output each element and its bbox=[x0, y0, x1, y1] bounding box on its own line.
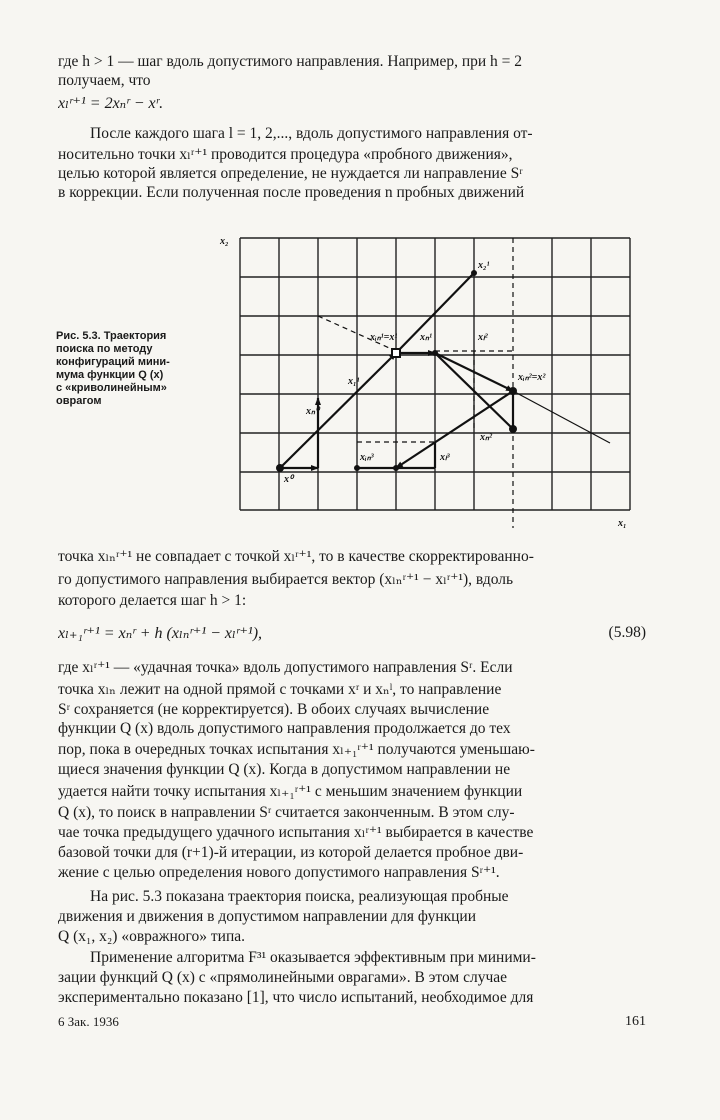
point-label: xᵢₙ³ bbox=[360, 452, 374, 463]
search-trajectory-figure bbox=[210, 228, 650, 533]
point-label: x⁰ bbox=[284, 474, 294, 485]
point-label: xᵢₙ²=x² bbox=[518, 372, 546, 383]
point-label: xₙ¹ bbox=[420, 332, 432, 343]
text-line: функции Q (x) вдоль допустимого направления продолжается до тех bbox=[58, 720, 511, 737]
page-number: 161 bbox=[625, 1014, 646, 1029]
caption-line: оврагом bbox=[56, 395, 102, 407]
point-label: x₂¹ bbox=[478, 260, 490, 271]
equation-number: (5.98) bbox=[608, 624, 646, 641]
text-line: Sʳ сохраняется (не корректируется). В обоих случаях вычисление bbox=[58, 701, 490, 718]
text-line: целью которой является определение, не нуждается ли направление Sʳ bbox=[58, 165, 523, 182]
caption-line: Рис. 5.3. Траектория bbox=[56, 330, 167, 342]
text-line: На рис. 5.3 показана траектория поиска, реализующая пробные bbox=[90, 888, 509, 905]
text-line: После каждого шага l = 1, 2,..., вдоль допустимого направления от- bbox=[90, 125, 533, 142]
caption-line: с «криволинейным» bbox=[56, 382, 167, 394]
text-line: жение с целью определения нового допустимого направления Sʳ⁺¹. bbox=[58, 864, 500, 881]
text-line: удается найти точку испытания xₗ₊₁ʳ⁺¹ с меньшим значением функции bbox=[58, 783, 523, 800]
text-line: чае точка предыдущего удачного испытания xₗʳ⁺¹ выбирается в качестве bbox=[58, 824, 534, 841]
text-line: пор, пока в очередных точках испытания xₗ₊₁ʳ⁺¹ получаются уменьшаю- bbox=[58, 741, 535, 758]
point-label: xₗ³ bbox=[440, 452, 450, 463]
text-line: щиеся значения функции Q (x). Когда в допустимом направлении не bbox=[58, 761, 511, 778]
text-line: экспериментально показано [1], что число испытаний, необходимое для bbox=[58, 989, 534, 1006]
caption-line: конфигураций мини- bbox=[56, 356, 170, 368]
grid bbox=[240, 238, 630, 510]
text-line: Q (x₁, x₂) «овражного» типа. bbox=[58, 928, 245, 945]
text-line: зации функций Q (x) с «прямолинейными оврагами». В этом случае bbox=[58, 969, 508, 986]
axis-x-label: x₁ bbox=[618, 518, 627, 529]
figure-caption bbox=[56, 330, 206, 408]
trajectory bbox=[280, 273, 610, 468]
text-line: базовой точки для (r+1)-й итерации, из которой делается пробное дви- bbox=[58, 844, 524, 861]
point-label: xᵢₙ¹=x¹ bbox=[370, 332, 398, 343]
text-line: движения и движения в допустимом направлении для функции bbox=[58, 908, 477, 925]
text-line: го допустимого направления выбирается вектор (xₗₙʳ⁺¹ − xₗʳ⁺¹), вдоль bbox=[58, 571, 514, 588]
text-line: точка xₗₙ лежит на одной прямой с точками xʳ и xₙˡ, то направление bbox=[58, 681, 502, 698]
point-label: xₙ² bbox=[480, 432, 492, 443]
formula-line: xₗʳ⁺¹ = 2xₙʳ − xʳ. bbox=[58, 95, 164, 112]
axis-y-label: x₂ bbox=[220, 236, 229, 247]
text-line: где xₗʳ⁺¹ — «удачная точка» вдоль допустимого направления Sʳ. Если bbox=[58, 659, 513, 676]
equation: xₗ₊₁ʳ⁺¹ = xₙʳ + h (xₗₙʳ⁺¹ − xₗʳ⁺¹), bbox=[58, 625, 263, 642]
text-line: где h > 1 — шаг вдоль допустимого направления. Например, при h = 2 bbox=[58, 53, 523, 70]
text-line: носительно точки xₗʳ⁺¹ проводится процедура «пробного движения», bbox=[58, 146, 513, 163]
text-line: точка xₗₙʳ⁺¹ не совпадает с точкой xₗʳ⁺¹, то в качестве скорректированно- bbox=[58, 548, 534, 565]
point-label: x₁¹ bbox=[348, 376, 360, 387]
point-label: xₙ⁰ bbox=[306, 406, 319, 417]
point-label: xₗ² bbox=[478, 332, 488, 343]
text-line: которого делается шаг h > 1: bbox=[58, 592, 247, 609]
caption-line: мума функции Q (x) bbox=[56, 369, 164, 381]
text-line: в коррекции. Если полученная после проведения n пробных движений bbox=[58, 184, 525, 201]
footer-signature: 6 Зак. 1936 bbox=[58, 1014, 119, 1029]
text-line: Применение алгоритма F³¹ оказывается эффективным при миними- bbox=[90, 949, 536, 966]
caption-line: поиска по методу bbox=[56, 343, 153, 355]
text-line: Q (x), то поиск в направлении Sʳ считается законченным. В этом слу- bbox=[58, 804, 515, 821]
text-line: получаем, что bbox=[58, 72, 151, 89]
